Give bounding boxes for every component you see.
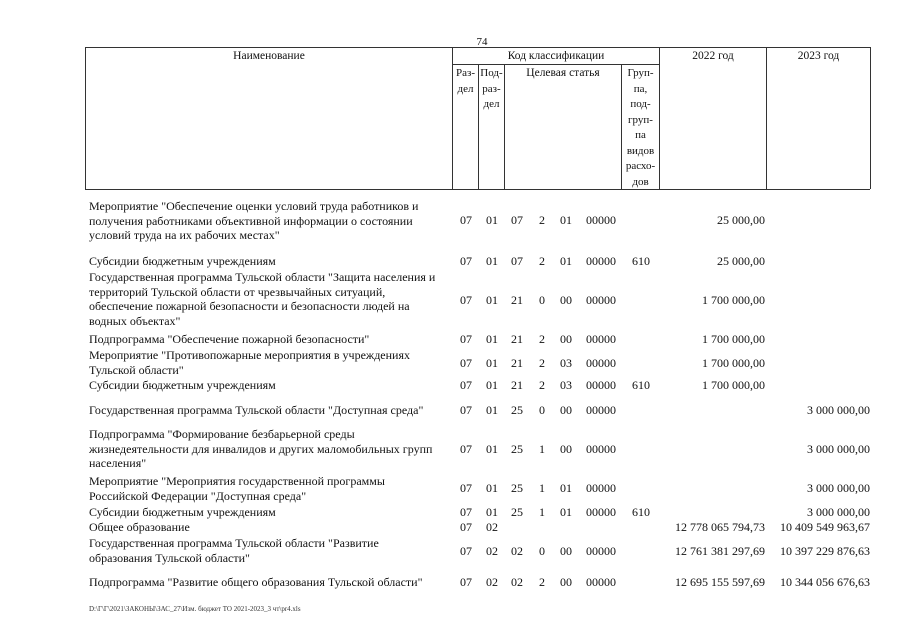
row-name-line: Субсидии бюджетным учреждениям bbox=[89, 254, 276, 268]
row-name-line: территорий Тульской области от чрезвычайных ситуаций, bbox=[89, 284, 386, 299]
code-c2: 0 bbox=[539, 544, 545, 558]
code-c1: 21 bbox=[511, 332, 523, 346]
code-c2: 1 bbox=[539, 442, 545, 456]
amount-2022: 1 700 000,00 bbox=[702, 378, 765, 392]
row-name bbox=[89, 254, 449, 269]
code-c1: 25 bbox=[511, 403, 523, 417]
code-r: 07 bbox=[460, 403, 472, 417]
code-r: 07 bbox=[460, 356, 472, 370]
row-name-line: Общее образование bbox=[89, 520, 190, 534]
code-c2: 0 bbox=[539, 403, 545, 417]
code-c4: 00000 bbox=[586, 332, 616, 346]
code-c4: 00000 bbox=[586, 254, 616, 268]
code-c3: 01 bbox=[560, 213, 572, 227]
code-p: 02 bbox=[486, 575, 498, 589]
row-name-line: Мероприятие "Обеспечение оценки условий труда работников и bbox=[89, 199, 419, 213]
header-group-line: Груп- bbox=[627, 67, 654, 79]
code-g: 610 bbox=[632, 254, 650, 268]
code-g: 610 bbox=[632, 505, 650, 519]
code-c1: 07 bbox=[511, 213, 523, 227]
code-p: 01 bbox=[486, 332, 498, 346]
header-razdel-line: дел bbox=[457, 82, 474, 95]
header-group-line: дов bbox=[632, 175, 649, 188]
header-2022: 2022 год bbox=[692, 50, 734, 62]
code-p: 01 bbox=[486, 481, 498, 495]
col-border bbox=[870, 47, 871, 189]
code-r: 07 bbox=[460, 254, 472, 268]
code-c3: 03 bbox=[560, 378, 572, 392]
row-name-line: Подпрограмма "Развитие общего образования Тульской области" bbox=[89, 575, 423, 589]
code-c3: 01 bbox=[560, 254, 572, 268]
code-c1: 02 bbox=[511, 575, 523, 589]
header-podrazdel-line: Под- bbox=[480, 67, 503, 79]
header-group-line: па, bbox=[633, 82, 648, 95]
row-name bbox=[89, 348, 449, 377]
header-2023: 2023 год bbox=[797, 50, 840, 62]
row-name bbox=[89, 520, 449, 535]
code-c2: 1 bbox=[539, 505, 545, 519]
code-r: 07 bbox=[460, 575, 472, 589]
amount-2023: 10 409 549 963,67 bbox=[780, 520, 870, 534]
code-p: 01 bbox=[486, 356, 498, 370]
code-c3: 00 bbox=[560, 544, 572, 558]
code-c1: 02 bbox=[511, 544, 523, 558]
amount-2023: 3 000 000,00 bbox=[807, 481, 870, 495]
code-r: 07 bbox=[460, 544, 472, 558]
header-name: Наименование bbox=[233, 50, 305, 62]
header-top-border bbox=[85, 47, 870, 48]
code-c4: 00000 bbox=[586, 442, 616, 456]
row-name-line: Мероприятие "Мероприятия государственной программы bbox=[89, 474, 385, 488]
row-name bbox=[89, 474, 449, 503]
header-group-line: расхо- bbox=[625, 160, 656, 172]
amount-2022: 1 700 000,00 bbox=[702, 356, 765, 370]
header-razdel bbox=[453, 66, 478, 97]
code-c3: 01 bbox=[560, 505, 572, 519]
amount-2022: 12 695 155 597,69 bbox=[675, 575, 765, 589]
row-name-line: населения" bbox=[89, 456, 147, 470]
code-c1: 07 bbox=[511, 254, 523, 268]
row-name-line: Мероприятие "Противопожарные мероприятия в учреждениях bbox=[89, 348, 410, 362]
code-c3: 00 bbox=[560, 403, 572, 417]
amount-2023: 10 397 229 876,63 bbox=[780, 544, 870, 558]
header-group-line: видов bbox=[626, 144, 655, 157]
code-p: 02 bbox=[486, 520, 498, 534]
code-c3: 00 bbox=[560, 332, 572, 346]
row-name bbox=[89, 575, 449, 590]
amount-2022: 1 700 000,00 bbox=[702, 293, 765, 307]
row-name-line: Государственная программа Тульской области "Развитие bbox=[89, 536, 379, 550]
code-c1: 25 bbox=[511, 481, 523, 495]
row-name-line: Субсидии бюджетным учреждениям bbox=[89, 505, 276, 519]
code-c1: 21 bbox=[511, 293, 523, 307]
code-p: 01 bbox=[486, 378, 498, 392]
code-c3: 00 bbox=[560, 293, 572, 307]
header-code-group: Код классификации bbox=[507, 50, 605, 62]
code-r: 07 bbox=[460, 293, 472, 307]
code-p: 01 bbox=[486, 293, 498, 307]
code-c2: 2 bbox=[539, 254, 545, 268]
header-bottom-border bbox=[85, 189, 870, 190]
row-name-line: образования Тульской области" bbox=[89, 550, 250, 565]
code-r: 07 bbox=[460, 505, 472, 519]
code-c4: 00000 bbox=[586, 213, 616, 227]
code-r: 07 bbox=[460, 378, 472, 392]
col-border bbox=[85, 47, 86, 189]
code-c1: 25 bbox=[511, 505, 523, 519]
amount-2023: 3 000 000,00 bbox=[807, 505, 870, 519]
row-name-line: Субсидии бюджетным учреждениям bbox=[89, 378, 276, 392]
row-name bbox=[89, 505, 449, 520]
amount-2022: 1 700 000,00 bbox=[702, 332, 765, 346]
code-p: 01 bbox=[486, 505, 498, 519]
code-p: 02 bbox=[486, 544, 498, 558]
header-podrazdel-line: дел bbox=[483, 98, 500, 110]
header-podrazdel bbox=[479, 66, 504, 113]
amount-2022: 12 761 381 297,69 bbox=[675, 544, 765, 558]
row-name bbox=[89, 536, 449, 565]
amount-2022: 25 000,00 bbox=[717, 254, 765, 268]
code-c4: 00000 bbox=[586, 481, 616, 495]
code-p: 01 bbox=[486, 442, 498, 456]
header-target: Целевая статья bbox=[526, 67, 600, 79]
col-border bbox=[659, 47, 660, 189]
header-group-line: груп- bbox=[628, 113, 653, 126]
amount-2023: 3 000 000,00 bbox=[807, 442, 870, 456]
row-name-line: Государственная программа Тульской области "Доступная среда" bbox=[89, 403, 424, 417]
amount-2023: 3 000 000,00 bbox=[807, 403, 870, 417]
row-name bbox=[89, 270, 449, 328]
code-c3: 01 bbox=[560, 481, 572, 495]
code-c1: 21 bbox=[511, 356, 523, 370]
row-name-line: жизнедеятельности для инвалидов и других маломобильных групп bbox=[89, 441, 433, 456]
row-name-line: Подпрограмма "Формирование безбарьерной среды bbox=[89, 427, 355, 441]
code-c2: 0 bbox=[539, 293, 545, 307]
file-path-footer: D:\Г\Г\2021\ЗАКОНЫ\ЗАС_27\Изм. бюджет ТО 2021-2023_3 чт\pr4.xls bbox=[89, 605, 301, 613]
code-p: 01 bbox=[486, 213, 498, 227]
row-name bbox=[89, 199, 449, 243]
row-name-line: условий труда на их рабочих местах" bbox=[89, 228, 280, 242]
row-name-line: водных объектах" bbox=[89, 313, 181, 328]
code-c2: 2 bbox=[539, 356, 545, 370]
code-c3: 03 bbox=[560, 356, 572, 370]
code-p: 01 bbox=[486, 403, 498, 417]
amount-2023: 10 344 056 676,63 bbox=[780, 575, 870, 589]
row-name-line: обеспечение пожарной безопасности и безопасности людей на bbox=[89, 299, 410, 313]
row-name bbox=[89, 378, 449, 393]
code-r: 07 bbox=[460, 520, 472, 534]
header-group-line: под- bbox=[630, 98, 651, 110]
header-podrazdel-line: раз- bbox=[482, 82, 501, 95]
code-c3: 00 bbox=[560, 442, 572, 456]
row-name-line: получения работниками объективной информации о состоянии bbox=[89, 213, 413, 228]
row-name-line: Государственная программа Тульской области "Защита населения и bbox=[89, 270, 436, 284]
header-razdel-line: Раз- bbox=[455, 67, 475, 79]
code-c4: 00000 bbox=[586, 575, 616, 589]
col-border bbox=[504, 64, 505, 189]
code-c2: 1 bbox=[539, 481, 545, 495]
row-name bbox=[89, 403, 449, 418]
page-number: 74 bbox=[476, 36, 488, 48]
code-c1: 25 bbox=[511, 442, 523, 456]
code-g: 610 bbox=[632, 378, 650, 392]
header-group bbox=[622, 66, 659, 190]
code-c4: 00000 bbox=[586, 403, 616, 417]
code-r: 07 bbox=[460, 213, 472, 227]
row-name bbox=[89, 427, 449, 471]
row-name-line: Российской Федерации "Доступная среда" bbox=[89, 488, 307, 503]
code-p: 01 bbox=[486, 254, 498, 268]
code-c4: 00000 bbox=[586, 544, 616, 558]
code-c3: 00 bbox=[560, 575, 572, 589]
code-r: 07 bbox=[460, 332, 472, 346]
row-name bbox=[89, 332, 449, 347]
code-c2: 2 bbox=[539, 378, 545, 392]
code-subheader-line bbox=[452, 64, 659, 65]
amount-2022: 12 778 065 794,73 bbox=[675, 520, 765, 534]
code-c4: 00000 bbox=[586, 293, 616, 307]
col-border bbox=[766, 47, 767, 189]
row-name-line: Тульской области" bbox=[89, 362, 184, 377]
code-r: 07 bbox=[460, 481, 472, 495]
code-c4: 00000 bbox=[586, 378, 616, 392]
code-c2: 2 bbox=[539, 575, 545, 589]
code-r: 07 bbox=[460, 442, 472, 456]
header-group-line: па bbox=[635, 129, 646, 141]
code-c4: 00000 bbox=[586, 356, 616, 370]
row-name-line: Подпрограмма "Обеспечение пожарной безопасности" bbox=[89, 332, 370, 346]
code-c1: 21 bbox=[511, 378, 523, 392]
code-c2: 2 bbox=[539, 332, 545, 346]
code-c2: 2 bbox=[539, 213, 545, 227]
code-c4: 00000 bbox=[586, 505, 616, 519]
amount-2022: 25 000,00 bbox=[717, 213, 765, 227]
